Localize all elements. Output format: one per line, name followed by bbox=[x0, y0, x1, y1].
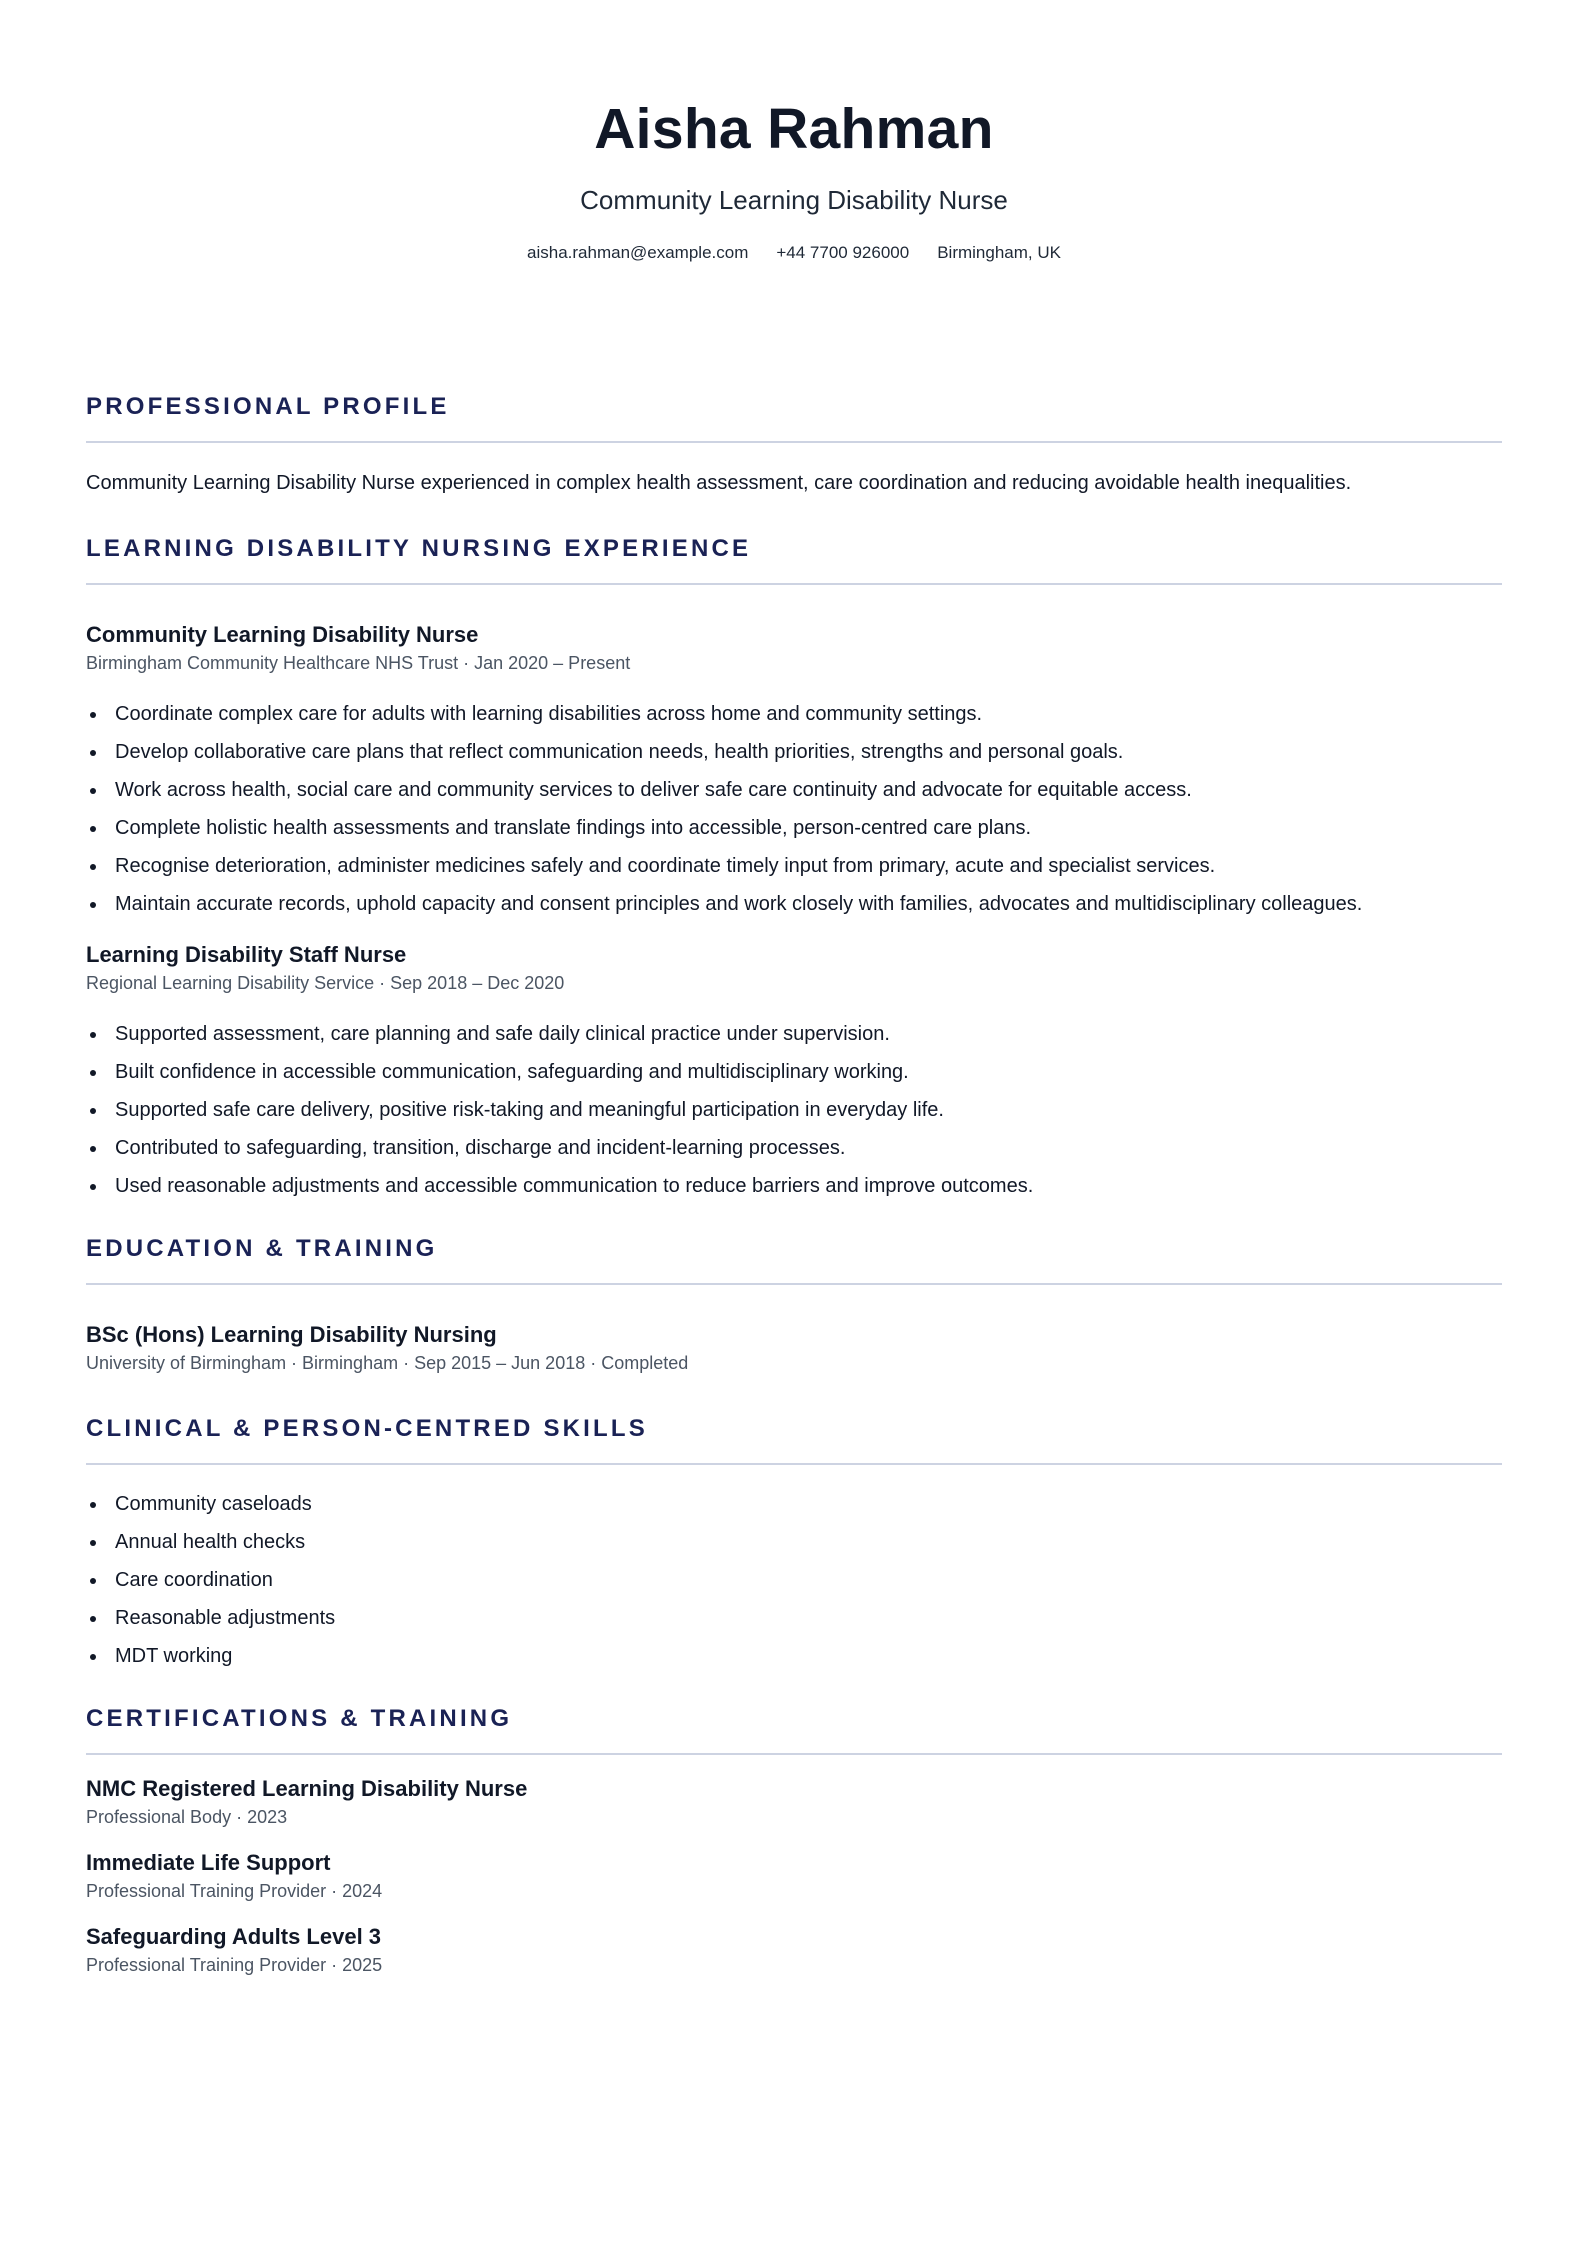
bullet-item: Contributed to safeguarding, transition, discharge and incident-learning processes. bbox=[86, 1135, 1502, 1161]
certification-entry bbox=[86, 1849, 1502, 1903]
bullet-item: Supported safe care delivery, positive risk-taking and meaningful participation in everyday life. bbox=[86, 1097, 1502, 1123]
skill-item: Reasonable adjustments bbox=[86, 1605, 1502, 1631]
skill-item: Community caseloads bbox=[86, 1491, 1502, 1517]
degree-title: BSc (Hons) Learning Disability Nursing bbox=[86, 1322, 497, 1347]
section-title-education: EDUCATION & TRAINING bbox=[86, 1225, 1502, 1285]
section-title-certifications: CERTIFICATIONS & TRAINING bbox=[86, 1695, 1502, 1755]
certifications-section bbox=[86, 1695, 1502, 1977]
job-entry bbox=[86, 621, 1502, 917]
section-title-skills: CLINICAL & PERSON-CENTRED SKILLS bbox=[86, 1405, 1502, 1465]
contact-location: Birmingham, UK bbox=[937, 243, 1061, 262]
section-title-experience: LEARNING DISABILITY NURSING EXPERIENCE bbox=[86, 525, 1502, 585]
certification-entry bbox=[86, 1775, 1502, 1829]
certification-name: NMC Registered Learning Disability Nurse bbox=[86, 1776, 528, 1801]
bullet-item: Recognise deterioration, administer medicines safely and coordinate timely input from primary, acute and specialist services. bbox=[86, 853, 1502, 879]
spacer bbox=[86, 1681, 1502, 1695]
bullet-item: Work across health, social care and community services to deliver safe care continuity and advocate for equitable access. bbox=[86, 777, 1502, 803]
skill-item: Care coordination bbox=[86, 1567, 1502, 1593]
bullet-item: Built confidence in accessible communication, safeguarding and multidisciplinary working. bbox=[86, 1059, 1502, 1085]
profile-text: Community Learning Disability Nurse experienced in complex health assessment, care coordination and reducing avoidable health inequalities. bbox=[86, 472, 1352, 494]
job-title: Community Learning Disability Nurse bbox=[86, 622, 479, 647]
job-bullets bbox=[86, 1021, 1502, 1199]
certification-name: Immediate Life Support bbox=[86, 1850, 331, 1875]
job-entry bbox=[86, 941, 1502, 1199]
contact-phone[interactable]: +44 7700 926000 bbox=[776, 243, 910, 262]
section-title-profile: PROFESSIONAL PROFILE bbox=[86, 383, 1502, 443]
spacer bbox=[86, 1375, 1502, 1405]
candidate-name: Aisha Rahman bbox=[594, 97, 994, 161]
skill-item: MDT working bbox=[86, 1643, 1502, 1669]
degree-meta: University of Birmingham · Birmingham · Sep 2015 – Jun 2018 · Completed bbox=[86, 1353, 689, 1373]
profile-section bbox=[86, 383, 1502, 497]
certification-meta: Professional Body · 2023 bbox=[86, 1807, 288, 1827]
bullet-item: Coordinate complex care for adults with learning disabilities across home and community settings. bbox=[86, 701, 1502, 727]
job-title: Learning Disability Staff Nurse bbox=[86, 942, 407, 967]
bullet-item: Maintain accurate records, uphold capacity and consent principles and work closely with families, advocates and multidisciplinary colleagues. bbox=[86, 891, 1502, 917]
candidate-role: Community Learning Disability Nurse bbox=[580, 185, 1008, 215]
skills-list bbox=[86, 1491, 1502, 1669]
skills-section bbox=[86, 1405, 1502, 1695]
bullet-item: Supported assessment, care planning and safe daily clinical practice under supervision. bbox=[86, 1021, 1502, 1047]
skill-item: Annual health checks bbox=[86, 1529, 1502, 1555]
resume-header bbox=[0, 0, 1588, 264]
job-meta: Birmingham Community Healthcare NHS Trust · Jan 2020 – Present bbox=[86, 653, 631, 673]
certification-entry bbox=[86, 1923, 1502, 1977]
bullet-item: Used reasonable adjustments and accessible communication to reduce barriers and improve outcomes. bbox=[86, 1173, 1502, 1199]
education-entry bbox=[86, 1321, 1502, 1375]
spacer bbox=[86, 1211, 1502, 1225]
contact-email[interactable]: aisha.rahman@example.com bbox=[527, 243, 749, 262]
job-meta: Regional Learning Disability Service · Sep 2018 – Dec 2020 bbox=[86, 973, 565, 993]
bullet-item: Complete holistic health assessments and translate findings into accessible, person-centred care plans. bbox=[86, 815, 1502, 841]
certification-meta: Professional Training Provider · 2024 bbox=[86, 1881, 383, 1901]
experience-section bbox=[86, 525, 1502, 1225]
education-section bbox=[86, 1225, 1502, 1405]
bullet-item: Develop collaborative care plans that reflect communication needs, health priorities, strengths and personal goals. bbox=[86, 739, 1502, 765]
resume-body bbox=[86, 383, 1502, 1977]
contact-info bbox=[0, 242, 1588, 264]
certification-meta: Professional Training Provider · 2025 bbox=[86, 1955, 383, 1975]
certification-name: Safeguarding Adults Level 3 bbox=[86, 1924, 382, 1949]
job-bullets bbox=[86, 701, 1502, 917]
